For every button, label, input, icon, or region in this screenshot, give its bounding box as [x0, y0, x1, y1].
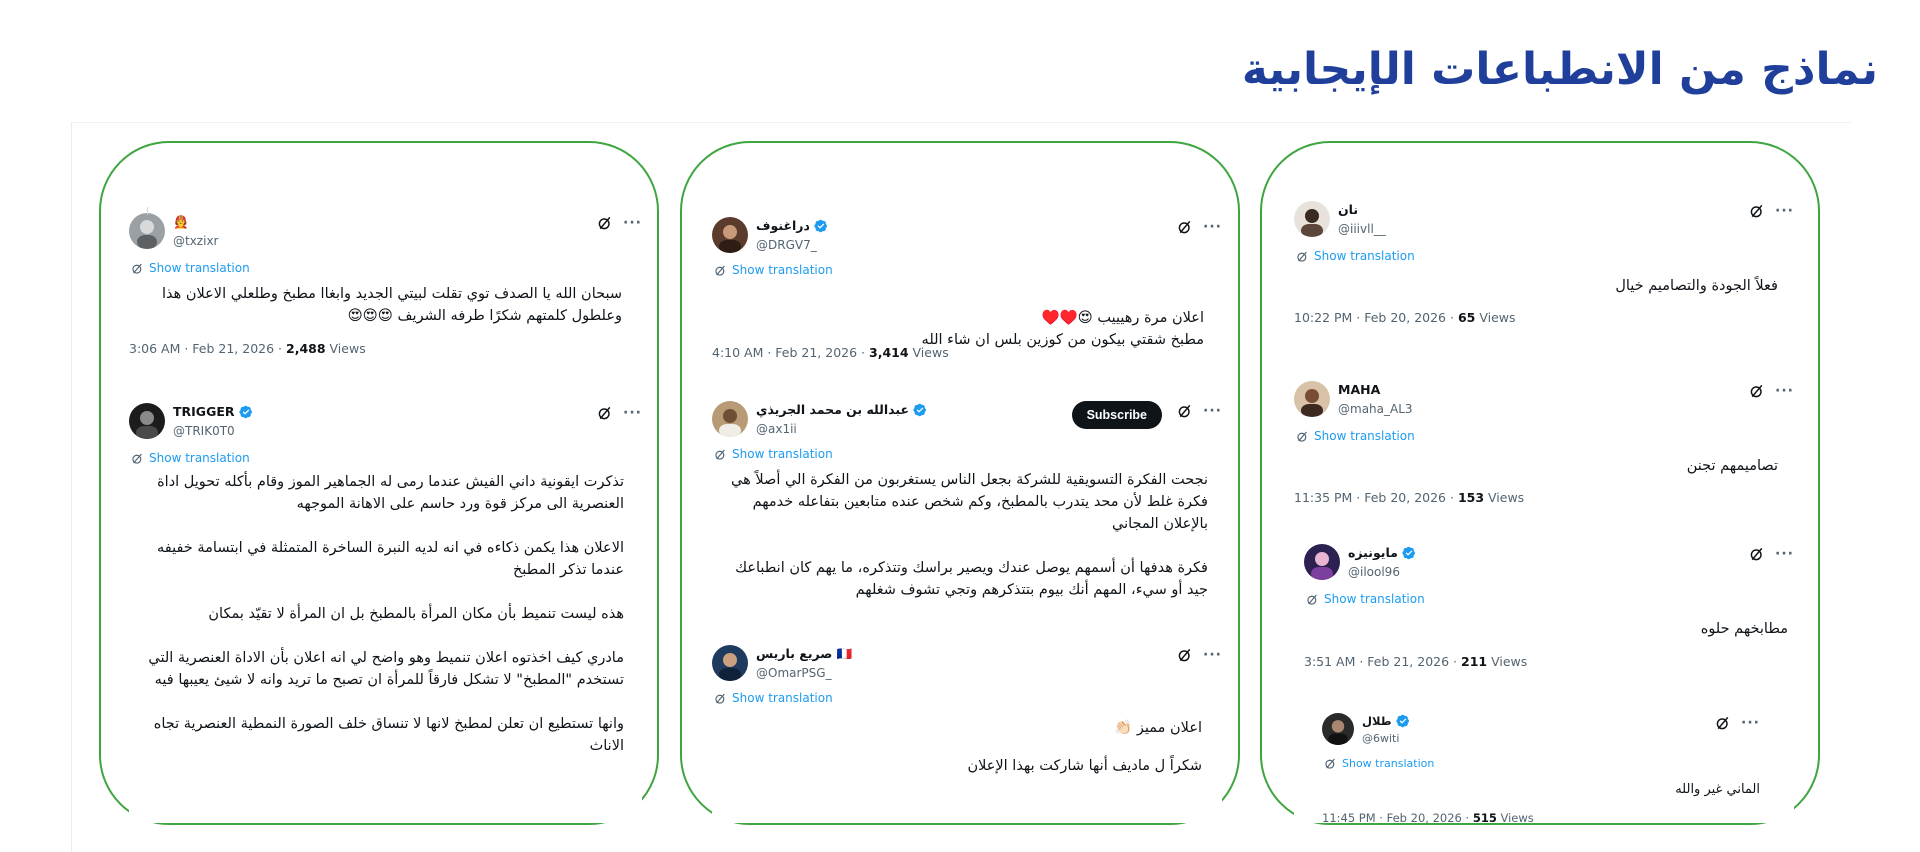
- tweet-text: [1294, 275, 1778, 297]
- thread-line: [147, 207, 148, 215]
- more-icon[interactable]: ···: [1203, 403, 1222, 419]
- show-translation-label: Show translation: [732, 691, 833, 705]
- grok-icon[interactable]: [597, 215, 613, 231]
- tweet-paragraph: شكراً ل ماديف أنها شاركت بهذا الإعلان: [967, 758, 1202, 774]
- tweet-meta[interactable]: [1304, 654, 1527, 669]
- show-translation-label: Show translation: [732, 447, 833, 461]
- tweet-paragraph: الماني غير والله: [1675, 782, 1760, 797]
- avatar[interactable]: [1304, 544, 1340, 580]
- display-name[interactable]: طلال: [1362, 714, 1392, 728]
- grok-icon[interactable]: [1715, 715, 1731, 731]
- view-count: 2,488: [286, 341, 326, 356]
- views-label: Views: [1479, 310, 1516, 325]
- view-count: 515: [1472, 811, 1497, 825]
- verified-badge-icon: [913, 403, 927, 417]
- display-name[interactable]: صريع باريس 🇫🇷: [756, 646, 853, 661]
- tweet-paragraph: سبحان الله يا الصدف توي تقلت لبيتي الجديد وابغاا مطبخ وطلعلي الاعلان هذا وعلطول كلمتهم شكرًا طرفه الشريف 😍😍😍: [161, 286, 622, 324]
- translate-icon: [131, 262, 144, 275]
- tweet-paragraph: نجحت الفكرة التسويقية للشركة بجعل الناس يستغربون من الفكرة الي أصلاً هي فكرة غلط لأن محد يتدرب بالمطبخ، وكم شخص عنده متابعين بتفاعله خدمهم بالإعلان المجاني: [731, 472, 1208, 532]
- views-label: Views: [912, 345, 949, 360]
- handle[interactable]: @DRGV7_: [756, 238, 817, 252]
- tweet-paragraph: اعلان مرة رهيييب 😍♥️♥️ مطبخ شقتي بيكون من كوزين بلس ان شاء الله: [921, 310, 1204, 348]
- show-translation-label: Show translation: [1324, 592, 1425, 606]
- views-label: Views: [1500, 811, 1534, 825]
- timestamp: 4:10 AM · Feb 21, 2026 ·: [712, 345, 869, 360]
- display-name[interactable]: MAHA: [1338, 382, 1381, 397]
- handle[interactable]: @maha_AL3: [1338, 402, 1413, 416]
- tweet-paragraph: تذكرت ايقونية داني الفيش عندما رمى له الجماهير الموز وقام بأكله تحويل اداة العنصرية الى مركز قوة ورد حاسم على الاهانة الموجهه: [157, 474, 624, 512]
- show-translation-label: Show translation: [732, 263, 833, 277]
- tweet-text: [712, 717, 1202, 777]
- handle[interactable]: @ilool96: [1348, 565, 1400, 579]
- translate-icon: [1306, 593, 1319, 606]
- more-icon[interactable]: ···: [1203, 219, 1222, 235]
- view-count: 153: [1457, 490, 1485, 505]
- more-icon[interactable]: ···: [623, 405, 642, 421]
- tweet-paragraph: مطابخهم حلوه: [1700, 621, 1788, 637]
- view-count: 3,414: [869, 345, 909, 360]
- show-translation-link[interactable]: [714, 263, 833, 277]
- divider: [71, 122, 1851, 123]
- show-translation-label: Show translation: [1342, 757, 1435, 770]
- avatar[interactable]: [1322, 713, 1354, 745]
- grok-icon[interactable]: [1177, 219, 1193, 235]
- more-icon[interactable]: ···: [1203, 647, 1222, 663]
- tweet-meta[interactable]: [1294, 310, 1516, 325]
- display-name[interactable]: عبدالله بن محمد الجريذي: [756, 402, 910, 417]
- tweet-paragraph: فعلاً الجودة والتصاميم خيال: [1615, 278, 1778, 294]
- tweet[interactable]: [1294, 201, 1794, 331]
- views-label: Views: [1488, 490, 1525, 505]
- tweet-paragraph: هذه ليست تنميط بأن مكان المرأة بالمطبخ بل ان المرأة لا تقيّد بمكان: [208, 606, 624, 622]
- tweet-text: [129, 471, 624, 757]
- show-translation-label: Show translation: [149, 451, 250, 465]
- tweet-meta[interactable]: [712, 345, 949, 360]
- verified-badge-icon: [814, 219, 828, 233]
- handle[interactable]: @iiivll__: [1338, 222, 1386, 236]
- subscribe-button[interactable]: Subscribe: [1072, 401, 1162, 429]
- translate-icon: [714, 692, 727, 705]
- tweet-meta[interactable]: [1322, 811, 1534, 825]
- display-name[interactable]: 🧑‍🚒: [173, 214, 189, 229]
- translate-icon: [714, 448, 727, 461]
- view-count: 65: [1457, 310, 1476, 325]
- tweet-meta[interactable]: [129, 341, 366, 356]
- tweet[interactable]: [712, 401, 1222, 611]
- show-translation-link[interactable]: [1306, 592, 1425, 606]
- handle[interactable]: @txzixr: [173, 234, 219, 248]
- avatar[interactable]: [1294, 381, 1330, 417]
- verified-badge-icon: [1402, 546, 1416, 560]
- tweet-meta[interactable]: [1294, 490, 1524, 505]
- display-name[interactable]: دراغنوف: [756, 218, 810, 233]
- grok-icon[interactable]: [1749, 546, 1765, 562]
- avatar[interactable]: [129, 403, 165, 439]
- translate-icon: [131, 452, 144, 465]
- grok-icon[interactable]: [1749, 383, 1765, 399]
- timestamp: 11:45 PM · Feb 20, 2026 ·: [1322, 811, 1473, 825]
- tweet-text: [1322, 779, 1760, 801]
- tweet-text: [712, 469, 1208, 601]
- timestamp: 11:35 PM · Feb 20, 2026 ·: [1294, 490, 1458, 505]
- show-translation-link[interactable]: [714, 447, 833, 461]
- avatar[interactable]: [712, 401, 748, 437]
- divider: [71, 122, 72, 852]
- avatar[interactable]: [1294, 201, 1330, 237]
- display-name[interactable]: نان: [1338, 202, 1359, 217]
- show-translation-label: Show translation: [1314, 429, 1415, 443]
- grok-icon[interactable]: [597, 405, 613, 421]
- show-translation-link[interactable]: [131, 261, 250, 275]
- more-icon[interactable]: ···: [623, 215, 642, 231]
- verified-badge-icon: [1396, 714, 1410, 728]
- handle[interactable]: @6witi: [1362, 732, 1400, 745]
- handle[interactable]: @ax1ii: [756, 422, 797, 436]
- grok-icon[interactable]: [1177, 647, 1193, 663]
- more-icon[interactable]: ···: [1775, 546, 1794, 562]
- translate-icon: [1296, 250, 1309, 263]
- tweet[interactable]: [129, 213, 642, 363]
- view-count: 211: [1461, 654, 1488, 669]
- timestamp: 10:22 PM · Feb 20, 2026 ·: [1294, 310, 1458, 325]
- grok-icon[interactable]: [1749, 203, 1765, 219]
- tweet[interactable]: [1322, 713, 1760, 823]
- tweet-text: [129, 283, 622, 327]
- tweet[interactable]: [712, 217, 1222, 367]
- show-translation-link[interactable]: [1296, 249, 1415, 263]
- show-translation-link[interactable]: [714, 691, 833, 705]
- verified-badge-icon: [239, 405, 253, 419]
- tweet-paragraph: الاعلان هذا يكمن ذكاءه في انه لديه النبرة الساخرة المتمثلة في ابتسامة خفيفه عندما تذكر المطبخ: [156, 540, 624, 578]
- handle[interactable]: @TRIK0T0: [173, 424, 235, 438]
- show-translation-link[interactable]: [1324, 757, 1434, 770]
- tweet-paragraph: تصاميمهم تجنن: [1686, 458, 1778, 474]
- show-translation-label: Show translation: [149, 261, 250, 275]
- avatar[interactable]: [712, 645, 748, 681]
- avatar[interactable]: [129, 213, 165, 249]
- more-icon[interactable]: ···: [1741, 715, 1760, 731]
- show-translation-link[interactable]: [1296, 429, 1415, 443]
- tweet[interactable]: [129, 403, 642, 783]
- translate-icon: [714, 264, 727, 277]
- tweet-paragraph: فكرة هدفها أن أسمهم يوصل عندك ويصير براسك وتتذكره، ما يهم كان انطباعك جيد أو سيء، المهم أنك بيوم بتتذكرهم وتجي تشوف شغلهم: [735, 560, 1208, 598]
- display-name[interactable]: TRIGGER: [173, 404, 235, 419]
- timestamp: 3:06 AM · Feb 21, 2026 ·: [129, 341, 286, 356]
- avatar[interactable]: [712, 217, 748, 253]
- more-icon[interactable]: ···: [1775, 383, 1794, 399]
- display-name[interactable]: مايونيزه: [1348, 545, 1398, 560]
- views-label: Views: [1491, 654, 1528, 669]
- more-icon[interactable]: ···: [1775, 203, 1794, 219]
- tweet-card-left: [99, 141, 659, 825]
- tweet-paragraph: مادري كيف اخذتوه اعلان تنميط وهو واضح لي انه اعلان بأن الاداة العنصرية التي تستخدم "المطبخ" لا تشكل فارقاً للمرأة ان تصبح ما تريد وانه لا شيئ يعيبها فيه: [148, 650, 624, 688]
- grok-icon[interactable]: [1177, 403, 1193, 419]
- tweet-text: [1304, 618, 1788, 640]
- handle[interactable]: @OmarPSG_: [756, 666, 832, 680]
- tweet[interactable]: [712, 645, 1222, 795]
- tweet[interactable]: [1294, 381, 1794, 511]
- show-translation-link[interactable]: [131, 451, 250, 465]
- translate-icon: [1296, 430, 1309, 443]
- tweet[interactable]: [1304, 544, 1794, 674]
- views-label: Views: [329, 341, 366, 356]
- tweet-card-middle: [680, 141, 1240, 825]
- tweet-paragraph: اعلان مميز 👏🏻: [1114, 720, 1202, 736]
- timestamp: 3:51 AM · Feb 21, 2026 ·: [1304, 654, 1461, 669]
- translate-icon: [1324, 757, 1337, 770]
- tweet-paragraph: وانها تستطيع ان تعلن لمطبخ لانها لا تنساق خلف الصورة النمطية العنصرية تجاه الاناث: [153, 716, 624, 754]
- tweet-card-right: [1260, 141, 1820, 825]
- slide-title: نماذج من الانطباعات الإيجابية: [1241, 44, 1878, 95]
- show-translation-label: Show translation: [1314, 249, 1415, 263]
- tweet-text: [1294, 455, 1778, 477]
